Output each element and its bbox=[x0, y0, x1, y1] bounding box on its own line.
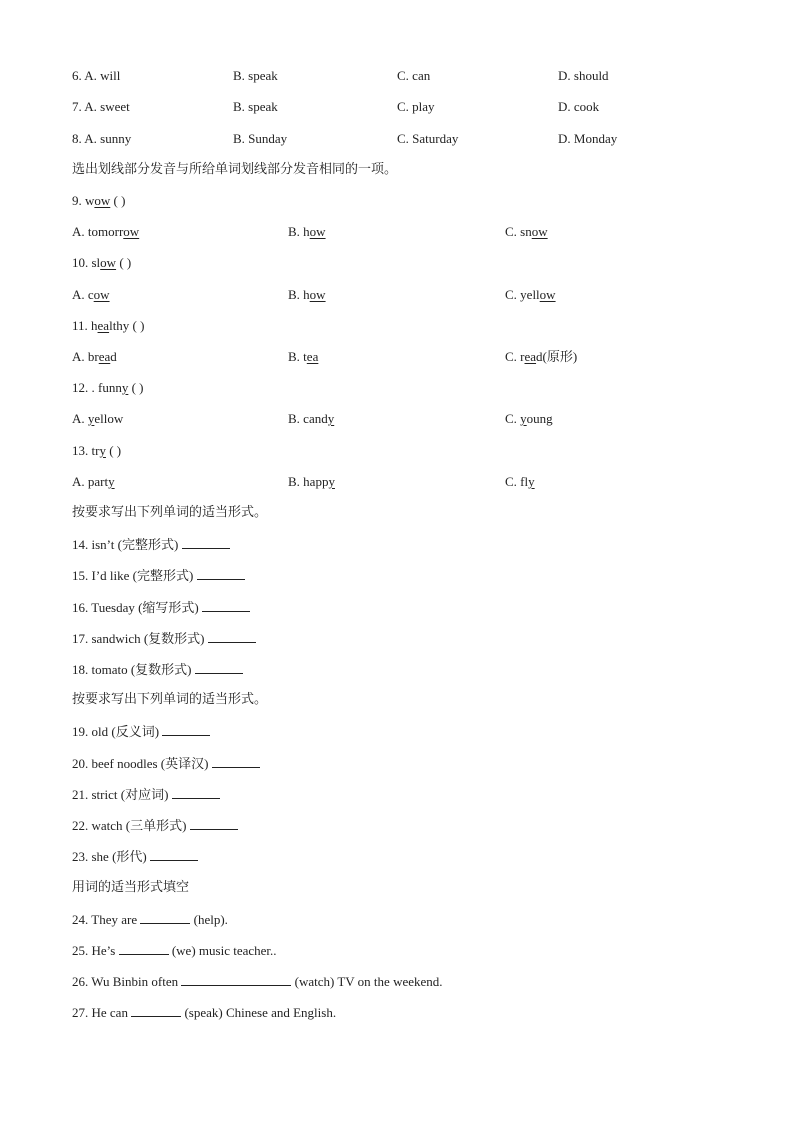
question-text: 11. h bbox=[72, 318, 98, 333]
answer-blank[interactable] bbox=[131, 1004, 181, 1017]
phonics-question bbox=[72, 443, 121, 459]
form-question bbox=[72, 755, 260, 772]
phonics-option-c bbox=[505, 349, 577, 365]
underlined-letters: y bbox=[528, 474, 535, 489]
mc-option-a: 7. A. sweet bbox=[72, 99, 130, 114]
phonics-question bbox=[72, 318, 144, 334]
question-text: 9. w bbox=[72, 193, 95, 208]
phonics-option-a bbox=[72, 287, 110, 303]
section-heading-forms: 按要求写出下列单词的适当形式。 bbox=[72, 692, 268, 707]
answer-blank[interactable] bbox=[212, 755, 260, 768]
phonics-question bbox=[72, 193, 125, 209]
phonics-option-b bbox=[288, 287, 326, 303]
question-text: 26. Wu Binbin often bbox=[72, 974, 182, 989]
option-text: C. r bbox=[505, 349, 525, 364]
underlined-letters: ea bbox=[98, 349, 111, 364]
option-text: A. br bbox=[72, 349, 99, 364]
underlined-letters: y bbox=[327, 411, 335, 426]
option-text: A. part bbox=[72, 474, 109, 489]
underlined-letters: ow bbox=[309, 224, 326, 239]
underlined-letters: y bbox=[99, 443, 106, 458]
question-text: 12. . funn bbox=[72, 380, 122, 395]
mc-option-a: 6. A. will bbox=[72, 68, 121, 83]
section-heading-phonics: 选出划线部分发音与所给单词划线部分发音相同的一项。 bbox=[72, 162, 398, 177]
underlined-letters: ow bbox=[123, 224, 140, 239]
question-text: (watch) TV on the weekend. bbox=[291, 974, 443, 989]
question-text: 10. sl bbox=[72, 255, 101, 270]
option-text: A. bbox=[72, 411, 88, 426]
phonics-option-b bbox=[288, 474, 335, 490]
section-heading-forms: 按要求写出下列单词的适当形式。 bbox=[72, 505, 268, 520]
form-question bbox=[72, 786, 220, 803]
mc-option-c: C. Saturday bbox=[397, 131, 459, 146]
question-text: 16. Tuesday (缩写形式) bbox=[72, 600, 203, 615]
option-text: B. happ bbox=[288, 474, 329, 489]
fill-question bbox=[72, 942, 277, 959]
question-text: ( ) bbox=[116, 255, 132, 270]
question-text: 21. strict (对应词) bbox=[72, 787, 172, 802]
question-text: (help). bbox=[190, 912, 228, 927]
underlined-letters: y bbox=[121, 380, 129, 395]
answer-blank[interactable] bbox=[162, 723, 210, 736]
underlined-letters: ea bbox=[306, 349, 319, 364]
form-question bbox=[72, 848, 198, 865]
option-text: oung bbox=[526, 411, 553, 426]
question-text: 24. They are bbox=[72, 912, 141, 927]
answer-blank[interactable] bbox=[202, 599, 250, 612]
question-text: ( ) bbox=[128, 380, 144, 395]
fill-question bbox=[72, 911, 228, 928]
question-text: 13. tr bbox=[72, 443, 100, 458]
answer-blank[interactable] bbox=[119, 942, 169, 955]
option-text: A. tomorr bbox=[72, 224, 124, 239]
answer-blank[interactable] bbox=[182, 536, 230, 549]
option-text: B. t bbox=[288, 349, 307, 364]
option-text: B. cand bbox=[288, 411, 328, 426]
question-text: (speak) Chinese and English. bbox=[181, 1005, 337, 1020]
option-text: C. sn bbox=[505, 224, 532, 239]
mc-option-d: D. cook bbox=[558, 99, 600, 114]
underlined-letters: ow bbox=[309, 287, 326, 302]
question-text: 25. He’s bbox=[72, 943, 119, 958]
mc-option-b: B. speak bbox=[233, 99, 278, 114]
phonics-option-a bbox=[72, 411, 123, 427]
form-question bbox=[72, 723, 210, 740]
question-text: ( ) bbox=[105, 443, 122, 458]
mc-option-c: C. play bbox=[397, 99, 435, 114]
mc-option-d: D. should bbox=[558, 68, 609, 83]
mc-option-b: B. speak bbox=[233, 68, 278, 83]
option-text: C. fl bbox=[505, 474, 529, 489]
option-text: B. h bbox=[288, 224, 310, 239]
question-text: (we) music teacher.. bbox=[168, 943, 277, 958]
mc-option-d: D. Monday bbox=[558, 131, 618, 146]
form-question bbox=[72, 536, 230, 553]
option-text: B. h bbox=[288, 287, 310, 302]
question-text: 15. I’d like (完整形式) bbox=[72, 568, 197, 583]
phonics-option-c bbox=[505, 411, 553, 427]
question-text: lthy ( ) bbox=[109, 318, 145, 333]
option-text: d(原形) bbox=[536, 349, 578, 364]
answer-blank[interactable] bbox=[190, 817, 238, 830]
phonics-option-a bbox=[72, 349, 117, 365]
mc-option-a: 8. A. sunny bbox=[72, 131, 132, 146]
section-heading-fill: 用词的适当形式填空 bbox=[72, 880, 190, 895]
underlined-letters: y bbox=[108, 474, 115, 489]
option-text: C. bbox=[505, 411, 521, 426]
underlined-letters: y bbox=[520, 411, 527, 426]
phonics-option-a bbox=[72, 474, 115, 490]
form-question bbox=[72, 817, 238, 834]
answer-blank[interactable] bbox=[140, 911, 190, 924]
phonics-option-c bbox=[505, 224, 548, 240]
phonics-option-c bbox=[505, 474, 535, 490]
underlined-letters: ow bbox=[531, 224, 548, 239]
phonics-question bbox=[72, 255, 131, 271]
option-text: d bbox=[110, 349, 117, 364]
answer-blank[interactable] bbox=[195, 661, 243, 674]
mc-option-c: C. can bbox=[397, 68, 431, 83]
question-text: 17. sandwich (复数形式) bbox=[72, 631, 208, 646]
answer-blank[interactable] bbox=[172, 786, 220, 799]
question-text: 27. He can bbox=[72, 1005, 132, 1020]
underlined-letters: ow bbox=[100, 255, 117, 270]
option-text: C. yell bbox=[505, 287, 540, 302]
underlined-letters: y bbox=[328, 474, 335, 489]
question-text: 20. beef noodles (英译汉) bbox=[72, 756, 212, 771]
phonics-option-b bbox=[288, 349, 318, 365]
phonics-option-a bbox=[72, 224, 139, 240]
underlined-letters: ow bbox=[94, 193, 111, 208]
question-text: 23. she (形代) bbox=[72, 849, 150, 864]
question-text: 14. isn’t (完整形式) bbox=[72, 537, 182, 552]
underlined-letters: ea bbox=[97, 318, 110, 333]
question-text: 22. watch (三单形式) bbox=[72, 818, 190, 833]
underlined-letters: y bbox=[87, 411, 95, 426]
form-question bbox=[72, 630, 256, 647]
form-question bbox=[72, 599, 250, 616]
form-question bbox=[72, 567, 245, 584]
form-question bbox=[72, 661, 243, 678]
answer-blank[interactable] bbox=[150, 848, 198, 861]
option-text: ellow bbox=[94, 411, 124, 426]
phonics-option-b bbox=[288, 224, 326, 240]
answer-blank[interactable] bbox=[197, 567, 245, 580]
phonics-option-c bbox=[505, 287, 556, 303]
option-text: A. c bbox=[72, 287, 94, 302]
phonics-option-b bbox=[288, 411, 334, 427]
underlined-letters: ow bbox=[539, 287, 556, 302]
fill-question bbox=[72, 1004, 336, 1021]
question-text: ( ) bbox=[110, 193, 126, 208]
underlined-letters: ow bbox=[93, 287, 110, 302]
answer-blank[interactable] bbox=[208, 630, 256, 643]
question-text: 19. old (反义词) bbox=[72, 724, 163, 739]
fill-question bbox=[72, 973, 443, 990]
mc-option-b: B. Sunday bbox=[233, 131, 288, 146]
phonics-question bbox=[72, 380, 144, 396]
question-text: 18. tomato (复数形式) bbox=[72, 662, 195, 677]
underlined-letters: ea bbox=[524, 349, 537, 364]
answer-blank[interactable] bbox=[181, 973, 291, 986]
